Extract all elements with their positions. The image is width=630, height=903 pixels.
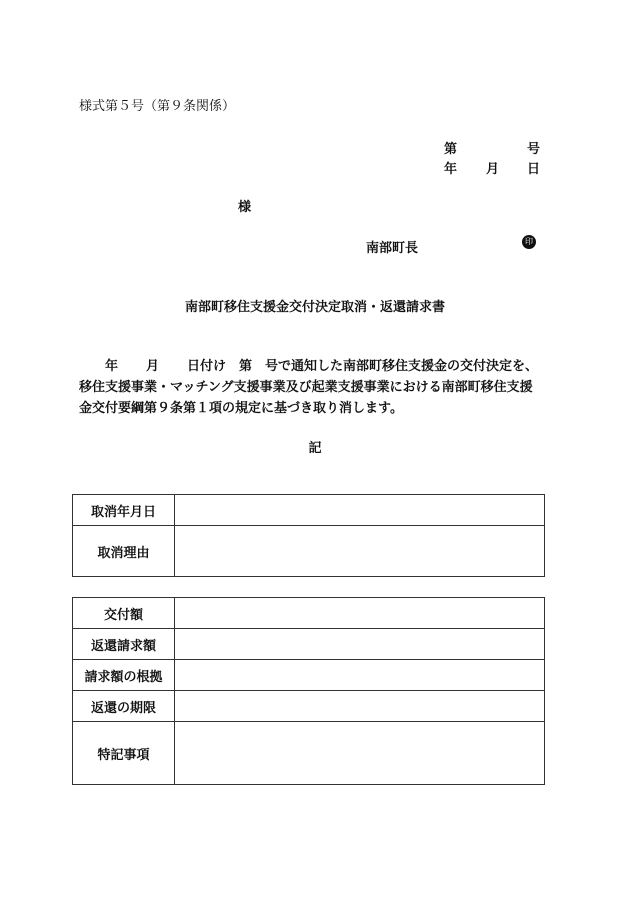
row-label: 返還請求額 [73, 629, 175, 660]
table-row [73, 629, 545, 660]
document-title: 南部町移住支援金交付決定取消・返還請求書 [184, 300, 445, 315]
body-paragraph [79, 356, 559, 419]
body-day-suffix: 日付け 第 [187, 359, 253, 374]
date-month: 月 [486, 162, 500, 177]
cancellation-date-field[interactable] [175, 495, 545, 526]
row-label: 特記事項 [73, 722, 175, 785]
table-row [73, 722, 545, 785]
addressee-suffix: 様 [238, 200, 252, 215]
body-line2: 移住支援事業・マッチング支援事業及び起業支援事業における南部町移住支援 [79, 380, 533, 395]
table-row [73, 598, 545, 629]
special-notes-field[interactable] [175, 722, 545, 785]
date-day: 日 [526, 162, 540, 177]
date-year: 年 [444, 162, 458, 177]
refund-deadline-field[interactable] [175, 691, 545, 722]
form-number: 様式第５号（第９条関係） [79, 99, 236, 114]
table-row [73, 526, 545, 577]
doc-number-suffix: 号 [526, 142, 540, 157]
table-row [73, 691, 545, 722]
ki-heading: 記 [308, 441, 322, 456]
refund-basis-field[interactable] [175, 660, 545, 691]
row-label: 取消年月日 [73, 495, 175, 526]
body-month: 月 [146, 359, 160, 374]
body-year: 年 [105, 359, 119, 374]
cancellation-table [72, 494, 545, 577]
refund-table [72, 597, 545, 785]
row-label: 請求額の根拠 [73, 660, 175, 691]
body-line3: 金交付要綱第９条第１項の規定に基づき取り消します。 [79, 401, 403, 416]
grant-amount-field[interactable] [175, 598, 545, 629]
seal-icon: 印 [522, 235, 536, 249]
refund-amount-field[interactable] [175, 629, 545, 660]
row-label: 交付額 [73, 598, 175, 629]
cancellation-reason-field[interactable] [175, 526, 545, 577]
table-row [73, 660, 545, 691]
row-label: 取消理由 [73, 526, 175, 577]
sender-name: 南部町長 [366, 241, 419, 256]
table-row [73, 495, 545, 526]
body-line1-rest: 号で通知した南部町移住支援金の交付決定を、 [265, 359, 539, 374]
doc-number-prefix: 第 [444, 142, 458, 157]
row-label: 返還の期限 [73, 691, 175, 722]
